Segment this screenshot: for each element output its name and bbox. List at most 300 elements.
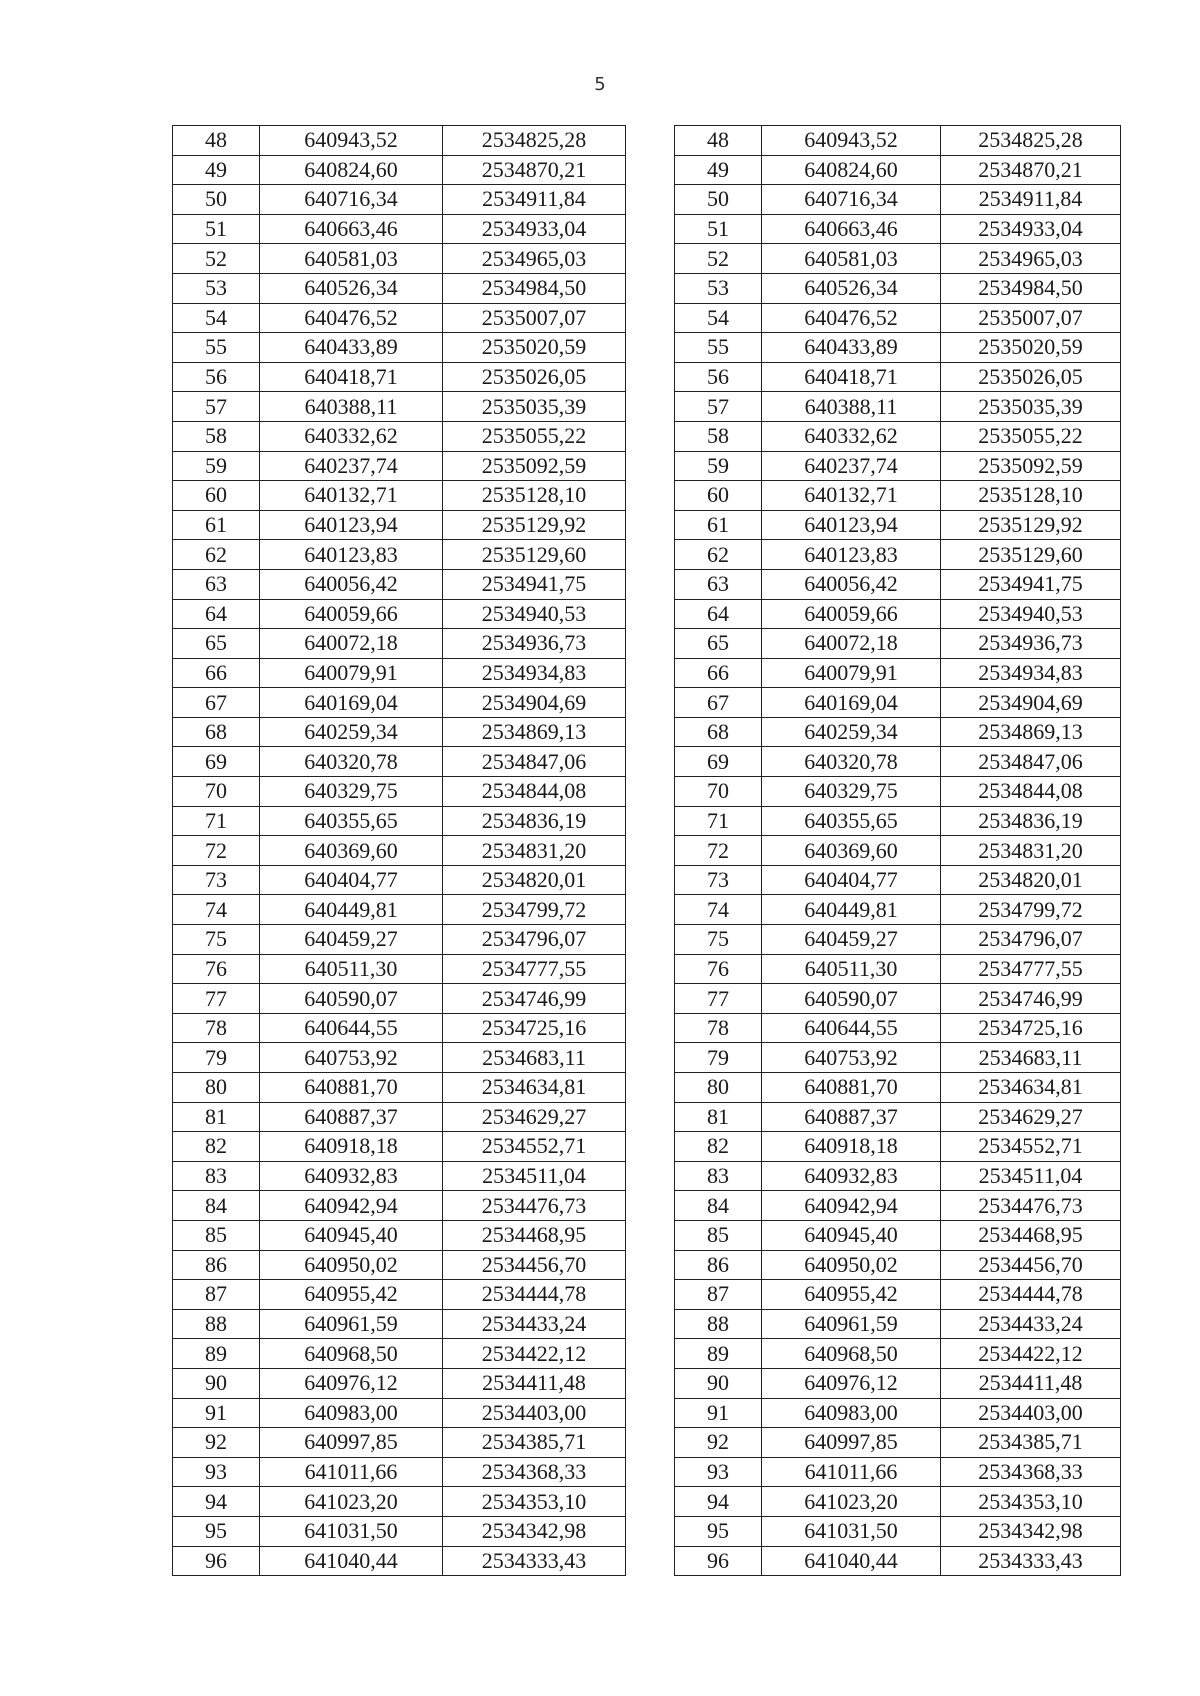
- column-gap-cell: [626, 303, 675, 333]
- right-x-coordinate-cell: 640433,89: [762, 333, 941, 363]
- right-point-number-cell: 84: [675, 1191, 762, 1221]
- left-x-coordinate-cell: 640259,34: [260, 717, 443, 747]
- right-x-coordinate-cell: 640123,83: [762, 540, 941, 570]
- left-point-number-cell: 55: [173, 333, 260, 363]
- column-gap-cell: [626, 569, 675, 599]
- right-x-coordinate-cell: 640663,46: [762, 214, 941, 244]
- right-point-number-cell: 48: [675, 126, 762, 156]
- right-x-coordinate-cell: 640418,71: [762, 362, 941, 392]
- right-point-number-cell: 93: [675, 1457, 762, 1487]
- left-x-coordinate-cell: 640059,66: [260, 599, 443, 629]
- left-point-number-cell: 67: [173, 688, 260, 718]
- left-point-number-cell: 64: [173, 599, 260, 629]
- table-row: [173, 747, 1121, 777]
- column-gap-cell: [626, 510, 675, 540]
- left-x-coordinate-cell: 640355,65: [260, 806, 443, 836]
- left-x-coordinate-cell: 640945,40: [260, 1220, 443, 1250]
- left-y-coordinate-cell: 2534422,12: [443, 1339, 626, 1369]
- table-row: [173, 806, 1121, 836]
- table-row: [173, 481, 1121, 511]
- right-y-coordinate-cell: 2534934,83: [941, 658, 1121, 688]
- right-point-number-cell: 88: [675, 1309, 762, 1339]
- left-x-coordinate-cell: 640824,60: [260, 155, 443, 185]
- left-x-coordinate-cell: 640526,34: [260, 273, 443, 303]
- table-row: [173, 1250, 1121, 1280]
- coordinates-table: [172, 125, 1121, 1576]
- left-x-coordinate-cell: 640942,94: [260, 1191, 443, 1221]
- left-point-number-cell: 49: [173, 155, 260, 185]
- column-gap-cell: [626, 925, 675, 955]
- right-y-coordinate-cell: 2534476,73: [941, 1191, 1121, 1221]
- left-point-number-cell: 80: [173, 1073, 260, 1103]
- column-gap-cell: [626, 1161, 675, 1191]
- right-point-number-cell: 57: [675, 392, 762, 422]
- right-point-number-cell: 62: [675, 540, 762, 570]
- table-row: [173, 273, 1121, 303]
- left-y-coordinate-cell: 2534936,73: [443, 629, 626, 659]
- right-y-coordinate-cell: 2534725,16: [941, 1013, 1121, 1043]
- right-y-coordinate-cell: 2534869,13: [941, 717, 1121, 747]
- column-gap-cell: [626, 806, 675, 836]
- right-x-coordinate-cell: 640123,94: [762, 510, 941, 540]
- table-row: [173, 895, 1121, 925]
- right-x-coordinate-cell: 640132,71: [762, 481, 941, 511]
- right-point-number-cell: 51: [675, 214, 762, 244]
- left-y-coordinate-cell: 2535129,92: [443, 510, 626, 540]
- left-point-number-cell: 57: [173, 392, 260, 422]
- right-y-coordinate-cell: 2534940,53: [941, 599, 1121, 629]
- right-y-coordinate-cell: 2535035,39: [941, 392, 1121, 422]
- right-x-coordinate-cell: 640526,34: [762, 273, 941, 303]
- left-y-coordinate-cell: 2534869,13: [443, 717, 626, 747]
- left-x-coordinate-cell: 641023,20: [260, 1487, 443, 1517]
- column-gap-cell: [626, 836, 675, 866]
- right-point-number-cell: 52: [675, 244, 762, 274]
- left-x-coordinate-cell: 640320,78: [260, 747, 443, 777]
- column-gap-cell: [626, 481, 675, 511]
- table-row: [173, 510, 1121, 540]
- column-gap-cell: [626, 1013, 675, 1043]
- left-x-coordinate-cell: 640404,77: [260, 865, 443, 895]
- left-y-coordinate-cell: 2534831,20: [443, 836, 626, 866]
- right-y-coordinate-cell: 2535007,07: [941, 303, 1121, 333]
- right-y-coordinate-cell: 2534933,04: [941, 214, 1121, 244]
- left-x-coordinate-cell: 641031,50: [260, 1516, 443, 1546]
- right-point-number-cell: 94: [675, 1487, 762, 1517]
- table-row: [173, 126, 1121, 156]
- column-gap-cell: [626, 629, 675, 659]
- table-row: [173, 1487, 1121, 1517]
- left-point-number-cell: 71: [173, 806, 260, 836]
- table-row: [173, 1339, 1121, 1369]
- left-x-coordinate-cell: 640881,70: [260, 1073, 443, 1103]
- table-row: [173, 599, 1121, 629]
- right-point-number-cell: 95: [675, 1516, 762, 1546]
- right-y-coordinate-cell: 2534368,33: [941, 1457, 1121, 1487]
- right-x-coordinate-cell: 640943,52: [762, 126, 941, 156]
- column-gap-cell: [626, 658, 675, 688]
- table-row: [173, 333, 1121, 363]
- right-x-coordinate-cell: 640955,42: [762, 1280, 941, 1310]
- right-point-number-cell: 96: [675, 1546, 762, 1576]
- right-y-coordinate-cell: 2534456,70: [941, 1250, 1121, 1280]
- left-x-coordinate-cell: 640932,83: [260, 1161, 443, 1191]
- left-point-number-cell: 78: [173, 1013, 260, 1043]
- column-gap-cell: [626, 1339, 675, 1369]
- table-row: [173, 865, 1121, 895]
- right-point-number-cell: 83: [675, 1161, 762, 1191]
- right-x-coordinate-cell: 640369,60: [762, 836, 941, 866]
- right-y-coordinate-cell: 2534844,08: [941, 777, 1121, 807]
- table-row: [173, 1132, 1121, 1162]
- right-x-coordinate-cell: 640259,34: [762, 717, 941, 747]
- table-row: [173, 836, 1121, 866]
- right-x-coordinate-cell: 641023,20: [762, 1487, 941, 1517]
- column-gap-cell: [626, 155, 675, 185]
- left-point-number-cell: 94: [173, 1487, 260, 1517]
- table-row: [173, 1102, 1121, 1132]
- right-point-number-cell: 75: [675, 925, 762, 955]
- left-point-number-cell: 93: [173, 1457, 260, 1487]
- column-gap-cell: [626, 421, 675, 451]
- right-point-number-cell: 56: [675, 362, 762, 392]
- column-gap-cell: [626, 451, 675, 481]
- table-row: [173, 1161, 1121, 1191]
- left-y-coordinate-cell: 2534368,33: [443, 1457, 626, 1487]
- right-point-number-cell: 55: [675, 333, 762, 363]
- column-gap-cell: [626, 717, 675, 747]
- left-y-coordinate-cell: 2534511,04: [443, 1161, 626, 1191]
- right-point-number-cell: 63: [675, 569, 762, 599]
- table-row: [173, 185, 1121, 215]
- right-point-number-cell: 80: [675, 1073, 762, 1103]
- left-y-coordinate-cell: 2534844,08: [443, 777, 626, 807]
- right-y-coordinate-cell: 2534342,98: [941, 1516, 1121, 1546]
- left-x-coordinate-cell: 640950,02: [260, 1250, 443, 1280]
- left-x-coordinate-cell: 640476,52: [260, 303, 443, 333]
- right-y-coordinate-cell: 2534904,69: [941, 688, 1121, 718]
- right-point-number-cell: 50: [675, 185, 762, 215]
- right-point-number-cell: 65: [675, 629, 762, 659]
- left-y-coordinate-cell: 2534403,00: [443, 1398, 626, 1428]
- table-row: [173, 984, 1121, 1014]
- right-point-number-cell: 91: [675, 1398, 762, 1428]
- left-point-number-cell: 56: [173, 362, 260, 392]
- table-row: [173, 421, 1121, 451]
- left-x-coordinate-cell: 640961,59: [260, 1309, 443, 1339]
- right-x-coordinate-cell: 640581,03: [762, 244, 941, 274]
- right-y-coordinate-cell: 2534941,75: [941, 569, 1121, 599]
- table-row: [173, 569, 1121, 599]
- left-x-coordinate-cell: 640237,74: [260, 451, 443, 481]
- table-row: [173, 1220, 1121, 1250]
- left-point-number-cell: 95: [173, 1516, 260, 1546]
- right-point-number-cell: 64: [675, 599, 762, 629]
- right-point-number-cell: 81: [675, 1102, 762, 1132]
- right-y-coordinate-cell: 2534403,00: [941, 1398, 1121, 1428]
- left-y-coordinate-cell: 2534847,06: [443, 747, 626, 777]
- right-y-coordinate-cell: 2535092,59: [941, 451, 1121, 481]
- left-y-coordinate-cell: 2534746,99: [443, 984, 626, 1014]
- right-x-coordinate-cell: 640169,04: [762, 688, 941, 718]
- right-y-coordinate-cell: 2534984,50: [941, 273, 1121, 303]
- right-point-number-cell: 86: [675, 1250, 762, 1280]
- left-y-coordinate-cell: 2534433,24: [443, 1309, 626, 1339]
- left-y-coordinate-cell: 2534411,48: [443, 1368, 626, 1398]
- left-y-coordinate-cell: 2535020,59: [443, 333, 626, 363]
- left-y-coordinate-cell: 2535026,05: [443, 362, 626, 392]
- right-x-coordinate-cell: 640388,11: [762, 392, 941, 422]
- left-x-coordinate-cell: 640943,52: [260, 126, 443, 156]
- right-point-number-cell: 60: [675, 481, 762, 511]
- right-x-coordinate-cell: 640320,78: [762, 747, 941, 777]
- right-x-coordinate-cell: 640950,02: [762, 1250, 941, 1280]
- right-point-number-cell: 87: [675, 1280, 762, 1310]
- left-point-number-cell: 77: [173, 984, 260, 1014]
- right-x-coordinate-cell: 640056,42: [762, 569, 941, 599]
- column-gap-cell: [626, 1102, 675, 1132]
- left-y-coordinate-cell: 2535055,22: [443, 421, 626, 451]
- right-point-number-cell: 58: [675, 421, 762, 451]
- left-point-number-cell: 70: [173, 777, 260, 807]
- right-y-coordinate-cell: 2534422,12: [941, 1339, 1121, 1369]
- column-gap-cell: [626, 895, 675, 925]
- right-x-coordinate-cell: 640716,34: [762, 185, 941, 215]
- column-gap-cell: [626, 1220, 675, 1250]
- left-x-coordinate-cell: 640976,12: [260, 1368, 443, 1398]
- left-x-coordinate-cell: 640459,27: [260, 925, 443, 955]
- right-point-number-cell: 49: [675, 155, 762, 185]
- left-point-number-cell: 76: [173, 954, 260, 984]
- left-point-number-cell: 58: [173, 421, 260, 451]
- column-gap-cell: [626, 1398, 675, 1428]
- table-row: [173, 1073, 1121, 1103]
- right-x-coordinate-cell: 640976,12: [762, 1368, 941, 1398]
- column-gap-cell: [626, 273, 675, 303]
- right-y-coordinate-cell: 2535128,10: [941, 481, 1121, 511]
- right-point-number-cell: 85: [675, 1220, 762, 1250]
- left-x-coordinate-cell: 640369,60: [260, 836, 443, 866]
- left-point-number-cell: 59: [173, 451, 260, 481]
- left-point-number-cell: 52: [173, 244, 260, 274]
- left-x-coordinate-cell: 640581,03: [260, 244, 443, 274]
- left-point-number-cell: 73: [173, 865, 260, 895]
- left-y-coordinate-cell: 2534941,75: [443, 569, 626, 599]
- table-row: [173, 1516, 1121, 1546]
- left-x-coordinate-cell: 640123,83: [260, 540, 443, 570]
- page-number: 5: [594, 74, 606, 95]
- left-y-coordinate-cell: 2534629,27: [443, 1102, 626, 1132]
- column-gap-cell: [626, 1368, 675, 1398]
- right-x-coordinate-cell: 640945,40: [762, 1220, 941, 1250]
- right-point-number-cell: 89: [675, 1339, 762, 1369]
- right-x-coordinate-cell: 640932,83: [762, 1161, 941, 1191]
- left-y-coordinate-cell: 2535007,07: [443, 303, 626, 333]
- left-y-coordinate-cell: 2534933,04: [443, 214, 626, 244]
- left-x-coordinate-cell: 640056,42: [260, 569, 443, 599]
- column-gap-cell: [626, 1132, 675, 1162]
- right-y-coordinate-cell: 2534511,04: [941, 1161, 1121, 1191]
- right-x-coordinate-cell: 640449,81: [762, 895, 941, 925]
- column-gap-cell: [626, 333, 675, 363]
- right-x-coordinate-cell: 640511,30: [762, 954, 941, 984]
- table-row: [173, 1280, 1121, 1310]
- table-row: [173, 1368, 1121, 1398]
- left-x-coordinate-cell: 640590,07: [260, 984, 443, 1014]
- right-y-coordinate-cell: 2534385,71: [941, 1428, 1121, 1458]
- left-point-number-cell: 79: [173, 1043, 260, 1073]
- left-y-coordinate-cell: 2534836,19: [443, 806, 626, 836]
- right-y-coordinate-cell: 2534820,01: [941, 865, 1121, 895]
- right-y-coordinate-cell: 2534444,78: [941, 1280, 1121, 1310]
- right-x-coordinate-cell: 640355,65: [762, 806, 941, 836]
- right-point-number-cell: 78: [675, 1013, 762, 1043]
- left-y-coordinate-cell: 2534468,95: [443, 1220, 626, 1250]
- right-x-coordinate-cell: 640059,66: [762, 599, 941, 629]
- left-x-coordinate-cell: 640169,04: [260, 688, 443, 718]
- left-x-coordinate-cell: 640433,89: [260, 333, 443, 363]
- left-point-number-cell: 51: [173, 214, 260, 244]
- table-row: [173, 1043, 1121, 1073]
- right-x-coordinate-cell: 640961,59: [762, 1309, 941, 1339]
- column-gap-cell: [626, 362, 675, 392]
- right-x-coordinate-cell: 640590,07: [762, 984, 941, 1014]
- table-row: [173, 540, 1121, 570]
- right-x-coordinate-cell: 640942,94: [762, 1191, 941, 1221]
- right-y-coordinate-cell: 2535129,60: [941, 540, 1121, 570]
- right-x-coordinate-cell: 640887,37: [762, 1102, 941, 1132]
- right-y-coordinate-cell: 2535055,22: [941, 421, 1121, 451]
- right-y-coordinate-cell: 2534870,21: [941, 155, 1121, 185]
- left-point-number-cell: 63: [173, 569, 260, 599]
- right-y-coordinate-cell: 2534825,28: [941, 126, 1121, 156]
- right-x-coordinate-cell: 640753,92: [762, 1043, 941, 1073]
- table-row: [173, 392, 1121, 422]
- left-point-number-cell: 87: [173, 1280, 260, 1310]
- left-point-number-cell: 53: [173, 273, 260, 303]
- column-gap-cell: [626, 185, 675, 215]
- column-gap-cell: [626, 1457, 675, 1487]
- column-gap-cell: [626, 126, 675, 156]
- right-x-coordinate-cell: 640329,75: [762, 777, 941, 807]
- left-y-coordinate-cell: 2534683,11: [443, 1043, 626, 1073]
- right-x-coordinate-cell: 640476,52: [762, 303, 941, 333]
- left-x-coordinate-cell: 640329,75: [260, 777, 443, 807]
- column-gap-cell: [626, 865, 675, 895]
- right-x-coordinate-cell: 640237,74: [762, 451, 941, 481]
- column-gap-cell: [626, 777, 675, 807]
- table-row: [173, 1398, 1121, 1428]
- right-y-coordinate-cell: 2534911,84: [941, 185, 1121, 215]
- left-y-coordinate-cell: 2534725,16: [443, 1013, 626, 1043]
- column-gap-cell: [626, 1280, 675, 1310]
- left-point-number-cell: 75: [173, 925, 260, 955]
- right-point-number-cell: 71: [675, 806, 762, 836]
- right-x-coordinate-cell: 640332,62: [762, 421, 941, 451]
- left-y-coordinate-cell: 2534799,72: [443, 895, 626, 925]
- right-point-number-cell: 79: [675, 1043, 762, 1073]
- table-row: [173, 214, 1121, 244]
- right-x-coordinate-cell: 640404,77: [762, 865, 941, 895]
- left-y-coordinate-cell: 2534965,03: [443, 244, 626, 274]
- left-x-coordinate-cell: 640123,94: [260, 510, 443, 540]
- right-y-coordinate-cell: 2534433,24: [941, 1309, 1121, 1339]
- left-x-coordinate-cell: 640079,91: [260, 658, 443, 688]
- column-gap-cell: [626, 1043, 675, 1073]
- left-point-number-cell: 50: [173, 185, 260, 215]
- left-point-number-cell: 82: [173, 1132, 260, 1162]
- left-y-coordinate-cell: 2534385,71: [443, 1428, 626, 1458]
- right-y-coordinate-cell: 2534777,55: [941, 954, 1121, 984]
- table-row: [173, 688, 1121, 718]
- right-y-coordinate-cell: 2534634,81: [941, 1073, 1121, 1103]
- right-y-coordinate-cell: 2534831,20: [941, 836, 1121, 866]
- right-y-coordinate-cell: 2534629,27: [941, 1102, 1121, 1132]
- right-y-coordinate-cell: 2534353,10: [941, 1487, 1121, 1517]
- left-y-coordinate-cell: 2534777,55: [443, 954, 626, 984]
- left-point-number-cell: 54: [173, 303, 260, 333]
- column-gap-cell: [626, 984, 675, 1014]
- right-x-coordinate-cell: 641040,44: [762, 1546, 941, 1576]
- table-row: [173, 1191, 1121, 1221]
- column-gap-cell: [626, 1546, 675, 1576]
- table-row: [173, 451, 1121, 481]
- left-point-number-cell: 86: [173, 1250, 260, 1280]
- left-point-number-cell: 69: [173, 747, 260, 777]
- right-x-coordinate-cell: 640918,18: [762, 1132, 941, 1162]
- table-row: [173, 1546, 1121, 1576]
- left-x-coordinate-cell: 640663,46: [260, 214, 443, 244]
- right-point-number-cell: 92: [675, 1428, 762, 1458]
- right-x-coordinate-cell: 640072,18: [762, 629, 941, 659]
- left-point-number-cell: 72: [173, 836, 260, 866]
- left-y-coordinate-cell: 2535035,39: [443, 392, 626, 422]
- left-point-number-cell: 85: [173, 1220, 260, 1250]
- right-y-coordinate-cell: 2534936,73: [941, 629, 1121, 659]
- left-x-coordinate-cell: 640132,71: [260, 481, 443, 511]
- table-row: [173, 1457, 1121, 1487]
- right-y-coordinate-cell: 2534796,07: [941, 925, 1121, 955]
- left-y-coordinate-cell: 2535128,10: [443, 481, 626, 511]
- right-x-coordinate-cell: 641011,66: [762, 1457, 941, 1487]
- left-x-coordinate-cell: 640418,71: [260, 362, 443, 392]
- column-gap-cell: [626, 1309, 675, 1339]
- right-y-coordinate-cell: 2534468,95: [941, 1220, 1121, 1250]
- left-y-coordinate-cell: 2534934,83: [443, 658, 626, 688]
- right-point-number-cell: 68: [675, 717, 762, 747]
- left-x-coordinate-cell: 640955,42: [260, 1280, 443, 1310]
- right-point-number-cell: 59: [675, 451, 762, 481]
- column-gap-cell: [626, 214, 675, 244]
- left-x-coordinate-cell: 640887,37: [260, 1102, 443, 1132]
- column-gap-cell: [626, 244, 675, 274]
- left-x-coordinate-cell: 641011,66: [260, 1457, 443, 1487]
- right-y-coordinate-cell: 2534836,19: [941, 806, 1121, 836]
- right-y-coordinate-cell: 2534965,03: [941, 244, 1121, 274]
- left-point-number-cell: 68: [173, 717, 260, 747]
- left-point-number-cell: 74: [173, 895, 260, 925]
- right-point-number-cell: 74: [675, 895, 762, 925]
- right-point-number-cell: 67: [675, 688, 762, 718]
- column-gap-cell: [626, 599, 675, 629]
- right-y-coordinate-cell: 2534746,99: [941, 984, 1121, 1014]
- table-row: [173, 717, 1121, 747]
- left-x-coordinate-cell: 640644,55: [260, 1013, 443, 1043]
- left-x-coordinate-cell: 640332,62: [260, 421, 443, 451]
- left-x-coordinate-cell: 640918,18: [260, 1132, 443, 1162]
- left-point-number-cell: 96: [173, 1546, 260, 1576]
- right-x-coordinate-cell: 640983,00: [762, 1398, 941, 1428]
